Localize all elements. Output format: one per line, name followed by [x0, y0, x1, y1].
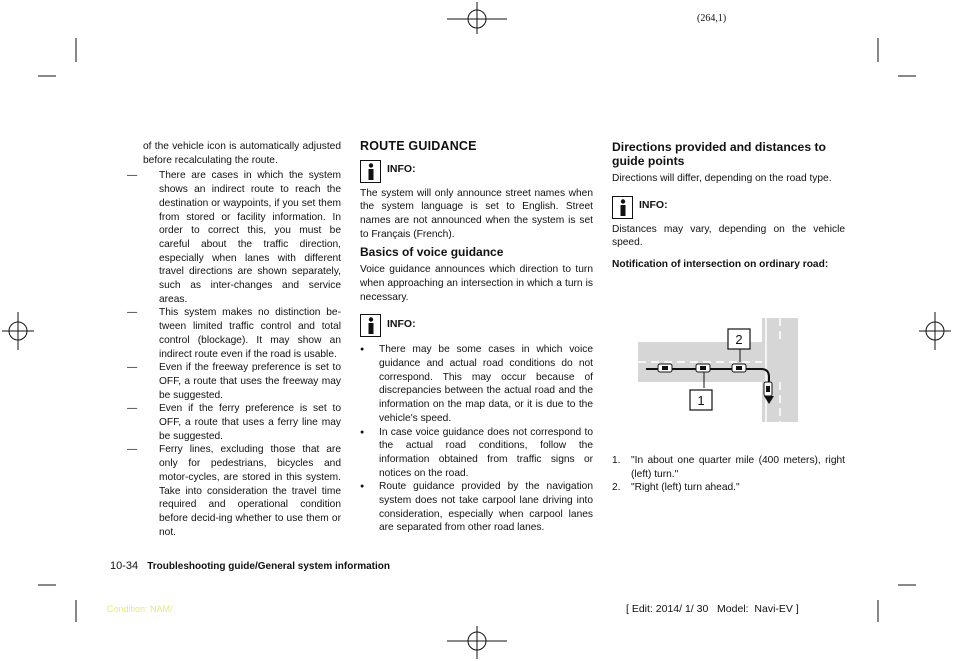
voice-text: Voice guidance announces which direction to turn when approaching an intersection in which a turn is necessary. — [360, 264, 593, 303]
page-code: (264,1) — [697, 13, 727, 24]
info-icon — [360, 160, 381, 183]
condition-label: Condition: NAM/ — [107, 604, 173, 614]
list-item: — Even if the ferry preference is set to OFF, a route that uses a ferry line may be suggested. — [143, 402, 341, 443]
info-label: INFO: — [387, 317, 416, 330]
list-item: — Even if the freeway preference is set to OFF, a route that uses the freeway may be suggested. — [143, 361, 341, 402]
bullet-item: ● There may be some cases in which voice guidance and actual road conditions do not correspond. This may occur because of discrepancies between the actual road and the information on the map data, or it is due to the vehicle's speed. — [360, 343, 593, 425]
edit-info: [ Edit: 2014/ 1/ 30 Model: Navi-EV ] — [626, 603, 799, 615]
bullet-item: ● In case voice guidance does not correspond to the actual road conditions, follow the information obtained from traffic signs or notices on the road. — [360, 426, 593, 481]
directions-text: Directions will differ, depending on the road type. — [612, 173, 832, 184]
section-title-footer: Troubleshooting guide/General system information — [147, 561, 391, 572]
column-right — [612, 140, 845, 276]
info-text: The system will only announce street names when the system language is set to English. Street names are not announced when the system is set to Français (French). — [360, 187, 593, 240]
info-icon — [360, 314, 381, 337]
list-item: — There are cases in which the system shows an indirect route to reach the destination or waypoints, if you set them from stored or facility information. In order to correct this, you must be careful about the traffic direction, especially when lanes with different travel directions are shown separately, such as inter-changes and service areas. — [143, 169, 341, 306]
list-item: — This system makes no distinction be-tween limited traffic control and total control (blockage). It may show an indirect route even if the road is usable. — [143, 306, 341, 361]
page-footer — [110, 560, 390, 572]
page-number: 10-34 — [110, 560, 139, 572]
callout-2: 2 — [735, 332, 743, 347]
step-text: "Right (left) turn ahead." — [631, 482, 740, 494]
subheading: Basics of voice guidance — [360, 244, 504, 259]
step-item — [612, 454, 845, 481]
section-title: ROUTE GUIDANCE — [360, 139, 477, 153]
step-number: 1. — [612, 455, 621, 466]
info-text: Distances may vary, depending on the vehicle speed. — [612, 223, 845, 249]
info-block — [612, 196, 845, 219]
intersection-diagram — [638, 318, 798, 422]
bullet-item: ● Route guidance provided by the navigation system does not take carpool lane driving into consideration, especially when carpool lanes are separated from other road lanes. — [360, 480, 593, 535]
intro-text: of the vehicle icon is automatically adjusted before recalculating the route. — [143, 141, 341, 166]
column-left — [143, 140, 341, 539]
notification-heading: Notification of intersection on ordinary road: — [612, 259, 829, 271]
step-list — [612, 454, 845, 495]
info-label: INFO: — [639, 199, 668, 211]
callout-1: 1 — [697, 393, 705, 408]
info-icon — [612, 196, 633, 219]
info-block — [360, 314, 593, 337]
list-item: — Ferry lines, excluding those that are only for pedestrians, bicycles and motor-cycles, are stored in this system. Take into consideration the travel time required and operational condition before decid-ing whether to use them or not. — [143, 443, 341, 539]
column-middle — [360, 140, 593, 535]
info-block — [360, 160, 593, 183]
step-item — [612, 481, 845, 495]
step-text: "In about one quarter mile (400 meters), right (left) turn." — [631, 455, 845, 480]
info-label: INFO: — [387, 163, 416, 175]
section-title: Directions provided and distances to guide points — [612, 140, 827, 168]
step-number: 2. — [612, 482, 621, 494]
